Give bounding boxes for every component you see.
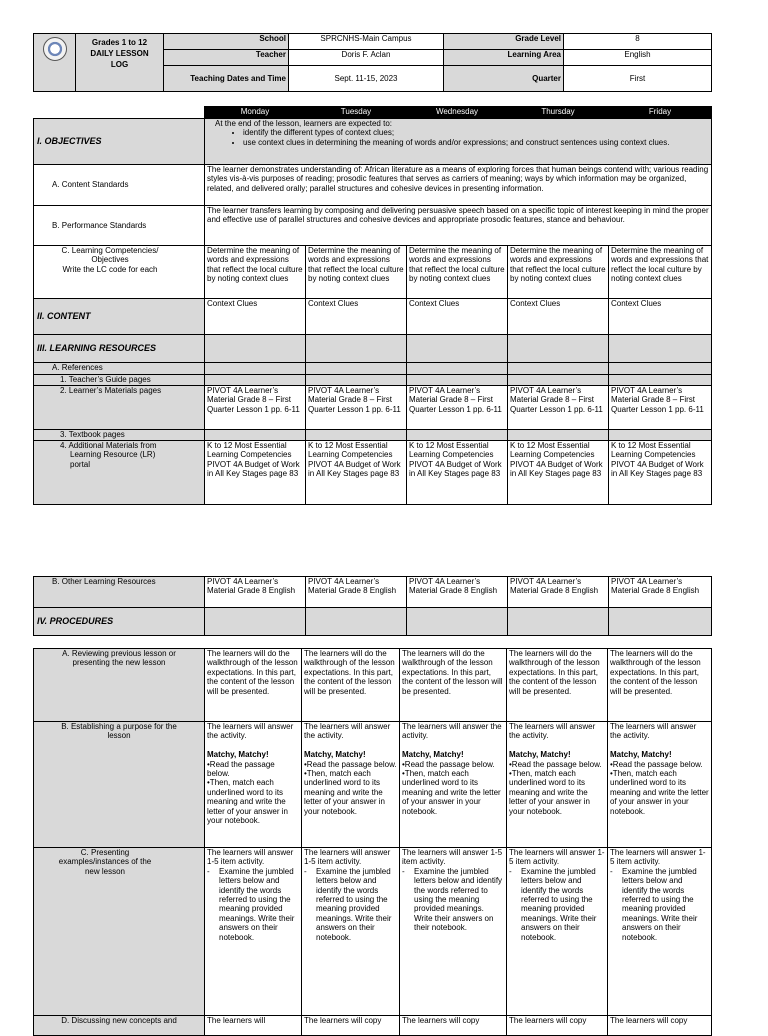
procedure-b-cell: The learners will answer the activity. Matchy, Matchy! •Read the passage below. •Then, match each underlined word to its meaning and write the letter of your answer in your notebook. — [400, 722, 507, 848]
procedure-a-cell: The learners will do the walkthrough of the lesson expectations. In this part, the content of the lesson will be presented. — [205, 649, 302, 722]
procedure-a-cell: The learners will do the walkthrough of the lesson expectations. In this part, the content of the lesson will be presented. — [400, 649, 507, 722]
deped-seal — [34, 34, 76, 92]
procedure-c-label: C. Presenting examples/instances of the new lesson — [34, 848, 205, 1016]
content-label: II. CONTENT — [34, 299, 205, 335]
procedure-b-cell: The learners will answer the activity. Matchy, Matchy! •Read the passage below. •Then, match each underlined word to its meaning and write the letter of your answer in your notebook. — [205, 722, 302, 848]
other-resources-label: B. Other Learning Resources — [34, 577, 205, 608]
content-standards-text: The learner demonstrates understanding of: African literature as a means of exploring forces that human beings contend with; various reading styles vis-à-vis purposes of reading; prosodic features that serves as carriers of meaning; ways by which information may be organized, related, and delivered orally; parallel structures and cohesive devices in presenting information. — [205, 165, 712, 206]
seal-icon — [43, 37, 67, 61]
lm-cell: PIVOT 4A Learner’s Material Grade 8 – First Quarter Lesson 1 pp. 6-11 — [407, 386, 508, 430]
header-table — [33, 33, 712, 92]
other-resources-cell: PIVOT 4A Learner’s Material Grade 8 English — [609, 577, 712, 608]
quarter-label: Quarter — [444, 66, 564, 92]
procedure-c-cell: The learners will answer 1-5 item activity. - Examine the jumbled letters below and identify the words referred to using the meaning provided meanings. Write their answers on their notebook. — [507, 848, 608, 1016]
objective-item: • identify the different types of context clues; — [243, 128, 709, 137]
grade-level-label: Grade Level — [444, 34, 564, 50]
additional-cell: K to 12 Most Essential Learning Competencies PIVOT 4A Budget of Work in All Key Stages page 83 — [205, 441, 306, 505]
other-resources-cell: PIVOT 4A Learner’s Material Grade 8 English — [508, 577, 609, 608]
other-resources-cell: PIVOT 4A Learner’s Material Grade 8 English — [407, 577, 508, 608]
competency-cell: Determine the meaning of words and expressions that reflect the local culture by noting context clues — [306, 246, 407, 299]
competencies-label: C. Learning Competencies/ Objectives Write the LC code for each — [34, 246, 205, 299]
performance-standards-text: The learner transfers learning by composing and delivering persuasive speech based on a specific topic of interest keeping in mind the proper and effective use of parallel structures and cohesive devices and appropriate prosodic features, stance and behaviour. — [205, 206, 712, 246]
procedure-d-cell: The learners will copy — [400, 1016, 507, 1036]
day-friday: Friday — [609, 107, 712, 119]
other-resources-cell: PIVOT 4A Learner’s Material Grade 8 English — [205, 577, 306, 608]
procedure-d-cell: The learners will copy — [507, 1016, 608, 1036]
procedure-c-cell: The learners will answer 1-5 item activity. - Examine the jumbled letters below and identify the words referred to using the meaning provided meanings. Write their answers on their notebook. — [205, 848, 302, 1016]
objectives-text: At the end of the lesson, learners are expected to: • identify the different types of context clues; • use context clues in determining the meaning of words and/or expressions; and construct sentences using context clues. — [205, 119, 712, 165]
procedure-b-label: B. Establishing a purpose for the lesson — [34, 722, 205, 848]
references-label: A. References — [34, 363, 205, 375]
competency-cell: Determine the meaning of words and expressions that reflect the local culture by noting context clues — [407, 246, 508, 299]
procedures-table — [33, 648, 712, 1036]
procedure-a-cell: The learners will do the walkthrough of the lesson expectations. In this part, the content of the lesson will be presented. — [302, 649, 400, 722]
learners-materials-label: 2. Learner’s Materials pages — [34, 386, 205, 430]
lm-cell: PIVOT 4A Learner’s Material Grade 8 – First Quarter Lesson 1 pp. 6-11 — [508, 386, 609, 430]
quarter-value: First — [564, 66, 712, 92]
procedure-d-cell: The learners will copy — [608, 1016, 712, 1036]
teacher-value: Doris F. Aclan — [289, 50, 444, 66]
dates-label: Teaching Dates and Time — [164, 66, 289, 92]
learning-area-label: Learning Area — [444, 50, 564, 66]
additional-cell: K to 12 Most Essential Learning Competencies PIVOT 4A Budget of Work in All Key Stages page 83 — [508, 441, 609, 505]
content-cell: Context Clues — [306, 299, 407, 335]
procedure-c-cell: The learners will answer 1-5 item activity. - Examine the jumbled letters below and identify the words referred to using the meaning provided meanings. Write their answers on their notebook. — [302, 848, 400, 1016]
procedure-a-cell: The learners will do the walkthrough of the lesson expectations. In this part, the content of the lesson will be presented. — [608, 649, 712, 722]
objectives-label: I. OBJECTIVES — [34, 119, 205, 165]
procedure-d-label: D. Discussing new concepts and — [34, 1016, 205, 1036]
content-cell: Context Clues — [407, 299, 508, 335]
procedure-a-cell: The learners will do the walkthrough of the lesson expectations. In this part, the content of the lesson will be presented. — [507, 649, 608, 722]
procedure-b-cell: The learners will answer the activity. Matchy, Matchy! •Read the passage below. •Then, match each underlined word to its meaning and write the letter of your answer in your notebook. — [507, 722, 608, 848]
learning-area-value: English — [564, 50, 712, 66]
day-monday: Monday — [205, 107, 306, 119]
lm-cell: PIVOT 4A Learner’s Material Grade 8 – First Quarter Lesson 1 pp. 6-11 — [205, 386, 306, 430]
log-title: Grades 1 to 12 DAILY LESSON LOG — [76, 34, 164, 92]
content-standards-label: A. Content Standards — [34, 165, 205, 206]
school-value: SPRCNHS-Main Campus — [289, 34, 444, 50]
procedure-c-cell: The learners will answer 1-5 item activity. - Examine the jumbled letters below and identify the words referred to using the meaning provided meanings. Write their answers on their notebook. — [400, 848, 507, 1016]
additional-cell: K to 12 Most Essential Learning Competencies PIVOT 4A Budget of Work in All Key Stages page 83 — [609, 441, 712, 505]
content-cell: Context Clues — [508, 299, 609, 335]
lm-cell: PIVOT 4A Learner’s Material Grade 8 – First Quarter Lesson 1 pp. 6-11 — [609, 386, 712, 430]
day-wednesday: Wednesday — [407, 107, 508, 119]
teachers-guide-label: 1. Teacher’s Guide pages — [34, 375, 205, 386]
additional-cell: K to 12 Most Essential Learning Competencies PIVOT 4A Budget of Work in All Key Stages page 83 — [407, 441, 508, 505]
performance-standards-label: B. Performance Standards — [34, 206, 205, 246]
procedure-c-cell: The learners will answer 1-5 item activity. - Examine the jumbled letters below and identify the words referred to using the meaning provided meanings. Write their answers on their notebook. — [608, 848, 712, 1016]
additional-materials-label: 4. Additional Materials from Learning Resource (LR) portal — [34, 441, 205, 505]
resources-label: III. LEARNING RESOURCES — [34, 335, 205, 363]
lm-cell: PIVOT 4A Learner’s Material Grade 8 – First Quarter Lesson 1 pp. 6-11 — [306, 386, 407, 430]
dates-value: Sept. 11-15, 2023 — [289, 66, 444, 92]
additional-cell: K to 12 Most Essential Learning Competencies PIVOT 4A Budget of Work in All Key Stages page 83 — [306, 441, 407, 505]
textbook-label: 3. Textbook pages — [34, 430, 205, 441]
lesson-table-2 — [33, 576, 712, 636]
content-cell: Context Clues — [609, 299, 712, 335]
day-thursday: Thursday — [508, 107, 609, 119]
procedure-d-cell: The learners will copy — [302, 1016, 400, 1036]
lesson-table-1 — [33, 106, 712, 505]
grade-level-value: 8 — [564, 34, 712, 50]
procedure-b-cell: The learners will answer the activity. Matchy, Matchy! •Read the passage below. •Then, match each underlined word to its meaning and write the letter of your answer in your notebook. — [302, 722, 400, 848]
competency-cell: Determine the meaning of words and expressions that reflect the local culture by noting context clues — [205, 246, 306, 299]
day-tuesday: Tuesday — [306, 107, 407, 119]
other-resources-cell: PIVOT 4A Learner’s Material Grade 8 English — [306, 577, 407, 608]
procedure-b-cell: The learners will answer the activity. Matchy, Matchy! •Read the passage below. •Then, match each underlined word to its meaning and write the letter of your answer in your notebook. — [608, 722, 712, 848]
competency-cell: Determine the meaning of words and expressions that reflect the local culture by noting context clues — [508, 246, 609, 299]
objective-item: • use context clues in determining the meaning of words and/or expressions; and construct sentences using context clues. — [243, 138, 709, 147]
competency-cell: Determine the meaning of words and expressions that reflect the local culture by noting context clues — [609, 246, 712, 299]
teacher-label: Teacher — [164, 50, 289, 66]
procedure-d-cell: The learners will — [205, 1016, 302, 1036]
procedures-label: IV. PROCEDURES — [34, 608, 205, 636]
content-cell: Context Clues — [205, 299, 306, 335]
school-label: School — [164, 34, 289, 50]
procedure-a-label: A. Reviewing previous lesson or presenting the new lesson — [34, 649, 205, 722]
